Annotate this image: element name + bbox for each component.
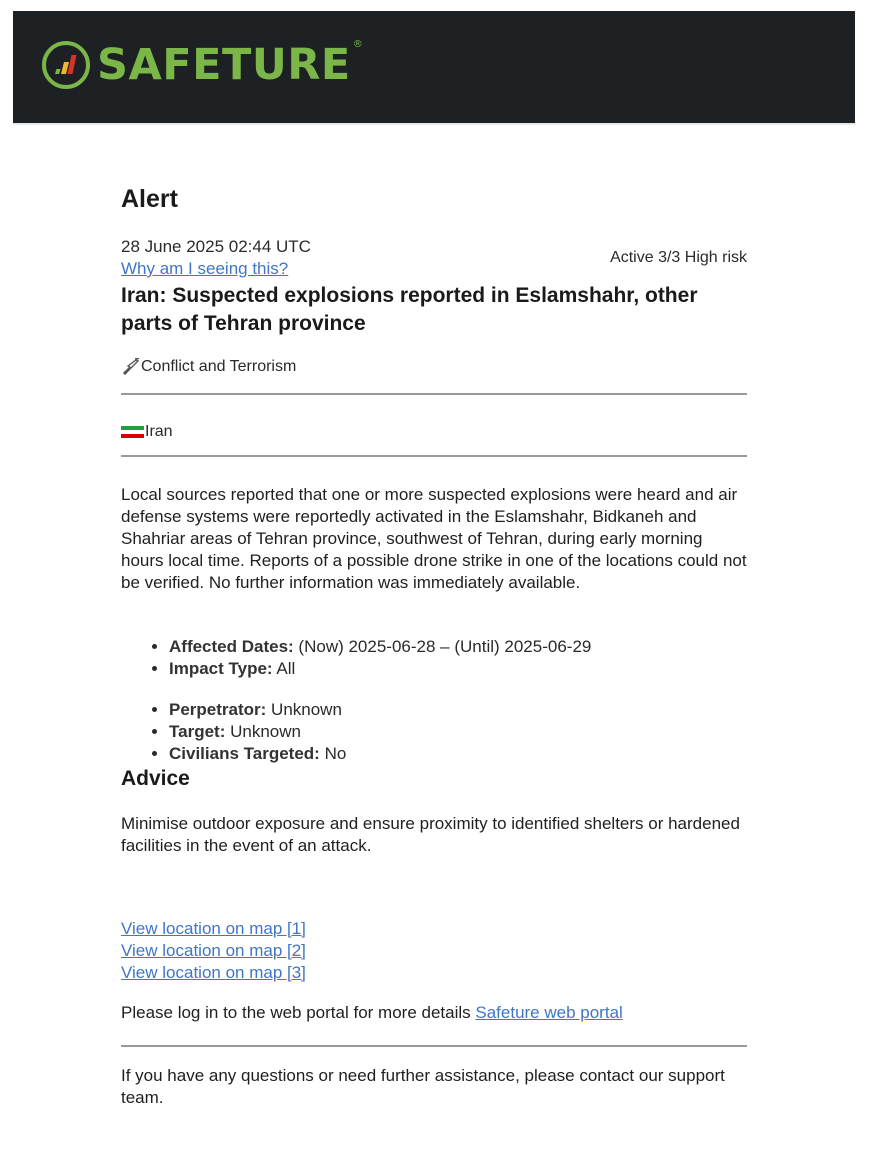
divider <box>121 455 747 457</box>
advice-text: Minimise outdoor exposure and ensure proximity to identified shelters or hardened facilities in the event of an attack. <box>121 814 740 855</box>
page-title: Alert <box>121 185 178 213</box>
view-map-link-1[interactable]: View location on map [1] <box>121 919 306 938</box>
divider <box>121 393 747 395</box>
alert-headline: Iran: Suspected explosions reported in Eslamshahr, other parts of Tehran province <box>121 284 698 335</box>
fact-target <box>169 721 346 743</box>
fact-value: Unknown <box>225 722 301 741</box>
fact-label: Civilians Targeted: <box>169 744 320 763</box>
category-label: Conflict and Terrorism <box>141 358 297 375</box>
alert-country <box>121 423 173 441</box>
safeture-logo-icon <box>41 40 91 90</box>
brand-name: SAFETURE <box>97 40 351 90</box>
rifle-icon <box>121 358 141 376</box>
divider <box>121 1045 747 1047</box>
fact-value: (Now) 2025-06-28 – (Until) 2025-06-29 <box>293 637 592 656</box>
alert-description: Local sources reported that one or more suspected explosions were heard and air defense systems were reportedly activated in the Eslamshahr, Bidkaneh and Shahriar areas of Tehran province, southwest of Tehran, during early morning hours local time. Reports of a possible drone strike in one of the locations could not be verified. No further information was immediately available. <box>121 485 747 592</box>
support-text: If you have any questions or need further assistance, please contact our support team. <box>121 1066 725 1107</box>
safeture-logo <box>41 39 363 91</box>
facts-list-actors <box>121 699 346 765</box>
fact-impact-type <box>169 658 591 680</box>
portal-text: Please log in to the web portal for more details <box>121 1003 476 1022</box>
alert-category <box>121 358 296 376</box>
fact-affected-dates <box>169 636 591 658</box>
fact-civilians-targeted <box>169 743 346 765</box>
view-map-link-3[interactable]: View location on map [3] <box>121 963 306 982</box>
fact-value: Unknown <box>266 700 342 719</box>
alert-timestamp: 28 June 2025 02:44 UTC <box>121 237 311 256</box>
email-header <box>13 11 855 125</box>
fact-perpetrator <box>169 699 346 721</box>
fact-label: Perpetrator: <box>169 700 267 719</box>
registered-mark: ® <box>352 39 363 50</box>
fact-label: Affected Dates: <box>169 637 294 656</box>
view-map-link-2[interactable]: View location on map [2] <box>121 941 306 960</box>
why-am-i-seeing-this-link[interactable]: Why am I seeing this? <box>121 259 289 278</box>
map-links <box>121 918 306 984</box>
portal-line <box>121 1003 623 1023</box>
status-badge: Active 3/3 High risk <box>610 249 747 266</box>
fact-label: Impact Type: <box>169 659 273 678</box>
safeture-web-portal-link[interactable]: Safeture web portal <box>475 1003 623 1022</box>
advice-heading: Advice <box>121 767 190 790</box>
fact-value: All <box>272 659 296 678</box>
fact-label: Target: <box>169 722 226 741</box>
fact-value: No <box>319 744 347 763</box>
iran-flag-icon <box>121 426 144 439</box>
country-label: Iran <box>145 423 173 440</box>
facts-list-impact <box>121 636 591 680</box>
